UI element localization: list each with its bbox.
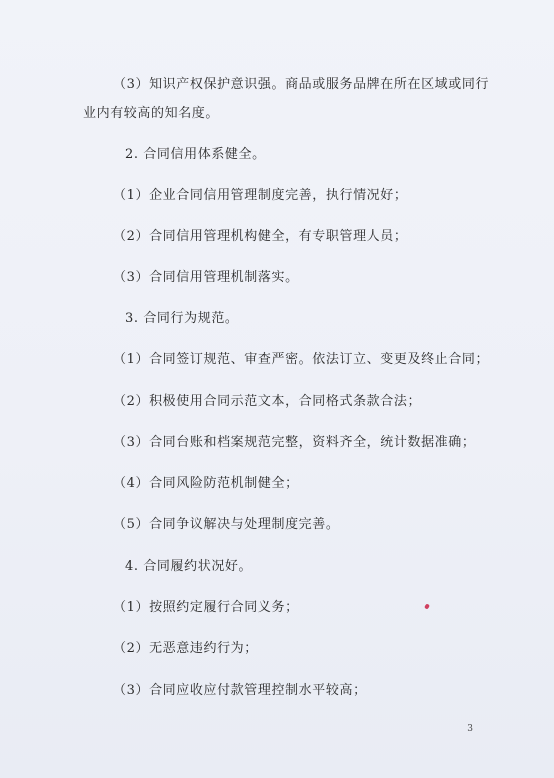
text-line-14: （1）按照约定履行合同义务； (113, 600, 299, 615)
text-line-1: （3）知识产权保护意识强。商品或服务品牌在所在区域或同行 (113, 77, 490, 92)
text-line-16: （3）合同应收应付款管理控制水平较高； (113, 683, 367, 698)
text-line-8: （1）合同签订规范、审查严密。依法订立、变更及终止合同； (113, 352, 490, 367)
ink-mark (424, 603, 430, 609)
text-line-15: （2）无恶意违约行为； (113, 641, 258, 656)
text-line-5: （2）合同信用管理机构健全，有专职管理人员； (113, 229, 408, 244)
text-line-11: （4）合同风险防范机制健全； (113, 476, 299, 491)
text-line-12: （5）合同争议解决与处理制度完善。 (113, 517, 340, 532)
text-line-2: 业内有较高的知名度。 (83, 106, 220, 121)
text-line-7: 3. 合同行为规范。 (125, 311, 239, 326)
text-line-10: （3）合同台账和档案规范完整，资料齐全，统计数据准确； (113, 435, 476, 450)
text-line-4: （1）企业合同信用管理制度完善，执行情况好； (113, 188, 408, 203)
text-line-9: （2）积极使用合同示范文本，合同格式条款合法； (113, 394, 422, 409)
text-line-6: （3）合同信用管理机制落实。 (113, 270, 299, 285)
text-line-3: 2. 合同信用体系健全。 (125, 147, 266, 162)
page-number: 3 (467, 724, 473, 734)
text-line-13: 4. 合同履约状况好。 (125, 559, 253, 574)
